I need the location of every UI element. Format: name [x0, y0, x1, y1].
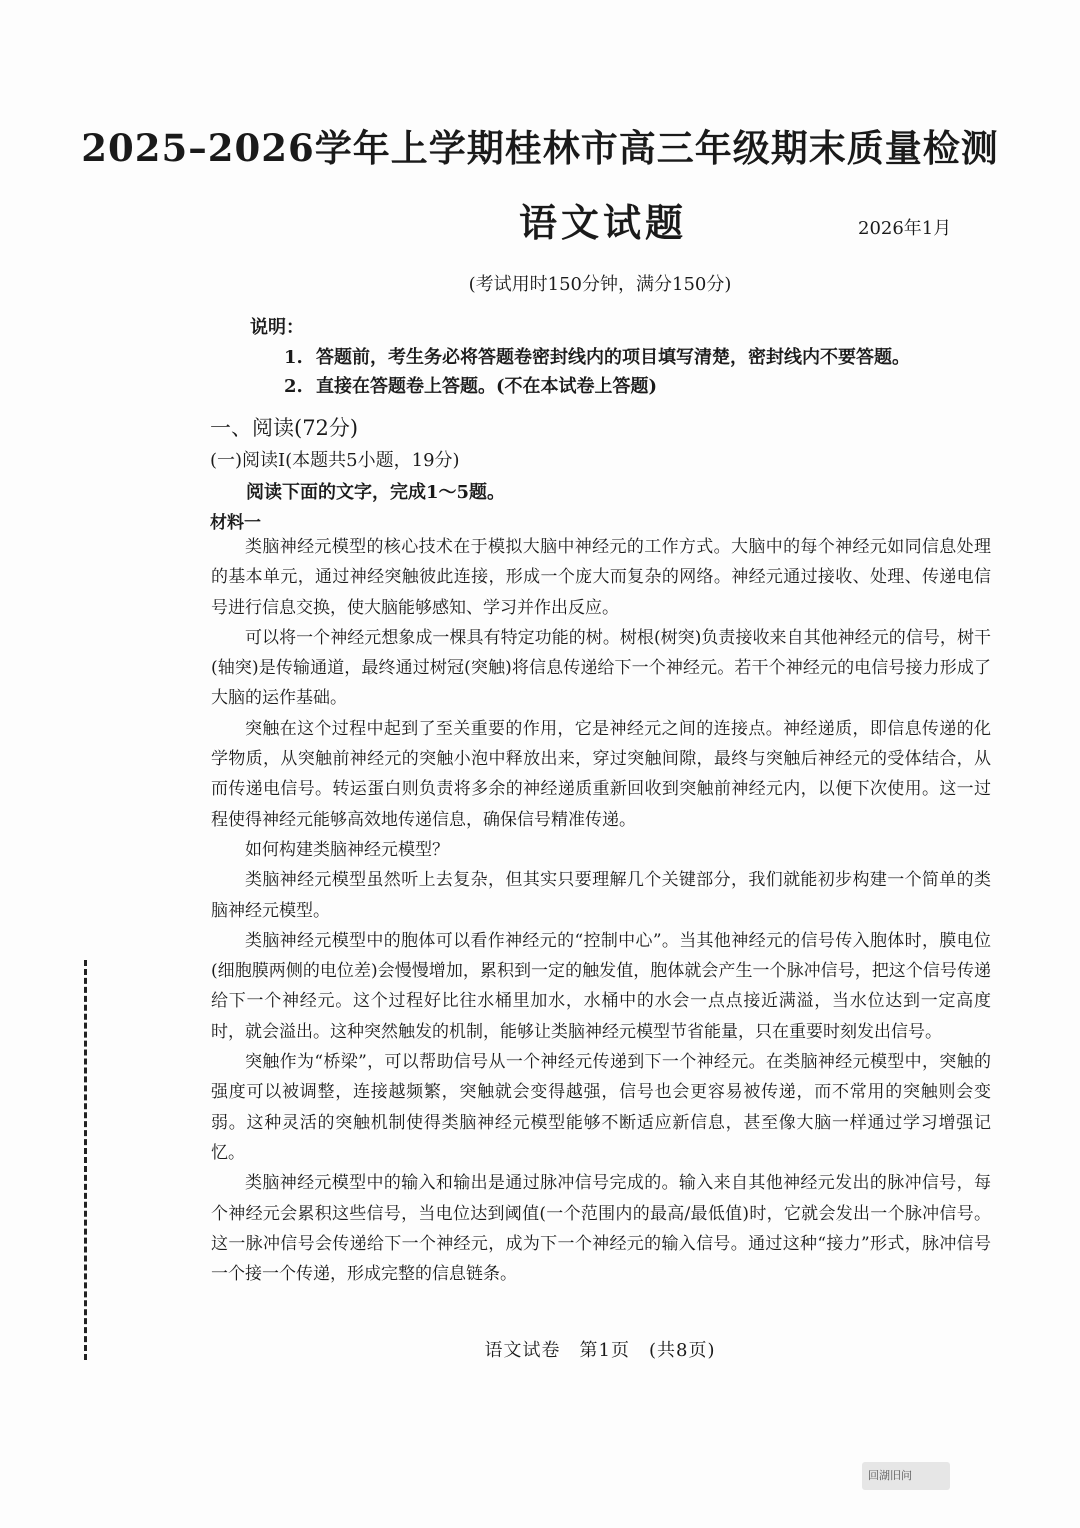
paragraph: 可以将一个神经元想象成一棵具有特定功能的树。树根(树突)负责接收来自其他神经元的信号，树干(轴突)是传输通道，最终通过树冠(突触)将信息传递给下一个神经元。若干个神经元的电信号接力形成了大脑的运作基础。 [211, 627, 991, 709]
paragraph: 类脑神经元模型中的输入和输出是通过脉冲信号完成的。输入来自其他神经元发出的脉冲信号，每个神经元会累积这些信号，当电位达到阈值(一个范围内的最高/最低值)时，它就会发出一个脉冲信号。这一脉冲信号会传递给下一个神经元，成为下一个神经元的输入信号。通过这种“接力”形式，脉冲信号一个接一个传递，形成完整的信息链条。 [211, 1173, 991, 1285]
notes-label: 说明： [250, 317, 304, 338]
paragraph: 类脑神经元模型的核心技术在于模拟大脑中神经元的工作方式。大脑中的每个神经元如同信息处理的基本单元，通过神经突触彼此连接，形成一个庞大而复杂的网络。神经元通过接收、处理、传递电信号进行信息交换，使大脑能够感知、学习并作出反应。 [211, 537, 991, 618]
binding-dashed-line [84, 960, 87, 1360]
reading-instruction: 阅读下面的文字，完成1～5题。 [246, 482, 506, 503]
note-item [284, 343, 910, 369]
page-footer: 语文试卷 第1页 (共8页) [484, 1340, 716, 1361]
reading-passage [211, 532, 991, 1289]
exam-title: 2025–2026学年上学期桂林市高三年级期末质量检测 [81, 126, 999, 170]
note-number: 2. [284, 376, 303, 397]
note-text: 直接在答题卷上答题。(不在本试卷上答题) [316, 376, 658, 397]
exam-date: 2026年1月 [858, 218, 952, 239]
subject-title: 语文试题 [518, 200, 687, 245]
paragraph: 突触在这个过程中起到了至关重要的作用，它是神经元之间的连接点。神经递质，即信息传递的化学物质，从突触前神经元的突触小泡中释放出来，穿过突触间隙，最终与突触后神经元的受体结合，从而传递电信号。转运蛋白则负责将多余的神经递质重新回收到突触前神经元内，以便下次使用。这一过程使得神经元能够高效地传递信息，确保信号精准传递。 [211, 718, 991, 830]
note-number: 1. [284, 347, 303, 368]
material-label: 材料一 [210, 513, 261, 533]
note-item [284, 372, 657, 398]
watermark-logo: 回湖旧问 [862, 1462, 950, 1490]
subsection-title: (一)阅读Ⅰ(本题共5小题，19分) [210, 450, 460, 471]
section-title: 一、阅读(72分) [210, 416, 359, 440]
paragraph: 突触作为“桥梁”，可以帮助信号从一个神经元传递到下一个神经元。在类脑神经元模型中，突触的强度可以被调整，连接越频繁，突触就会变得越强，信号也会更容易被传递，而不常用的突触则会变弱。这种灵活的突触机制使得类脑神经元模型能够不断适应新信息，甚至像大脑一样通过学习增强记忆。 [211, 1052, 991, 1163]
paragraph: 如何构建类脑神经元模型？ [245, 839, 449, 860]
paragraph: 类脑神经元模型虽然听上去复杂，但其实只要理解几个关键部分，我们就能初步构建一个简单的类脑神经元模型。 [211, 870, 991, 921]
note-text: 答题前，考生务必将答题卷密封线内的项目填写清楚，密封线内不要答题。 [316, 347, 910, 368]
paragraph: 类脑神经元模型中的胞体可以看作神经元的“控制中心”。当其他神经元的信号传入胞体时，膜电位(细胞膜两侧的电位差)会慢慢增加，累积到一定的触发值，胞体就会产生一个脉冲信号，把这个信号传递给下一个神经元。这个过程好比往水桶里加水，水桶中的水会一点点接近满溢，当水位达到一定高度时，就会溢出。这种突然触发的机制，能够让类脑神经元模型节省能量，只在重要时刻发出信号。 [211, 930, 991, 1042]
exam-info: (考试用时150分钟，满分150分) [468, 274, 732, 295]
